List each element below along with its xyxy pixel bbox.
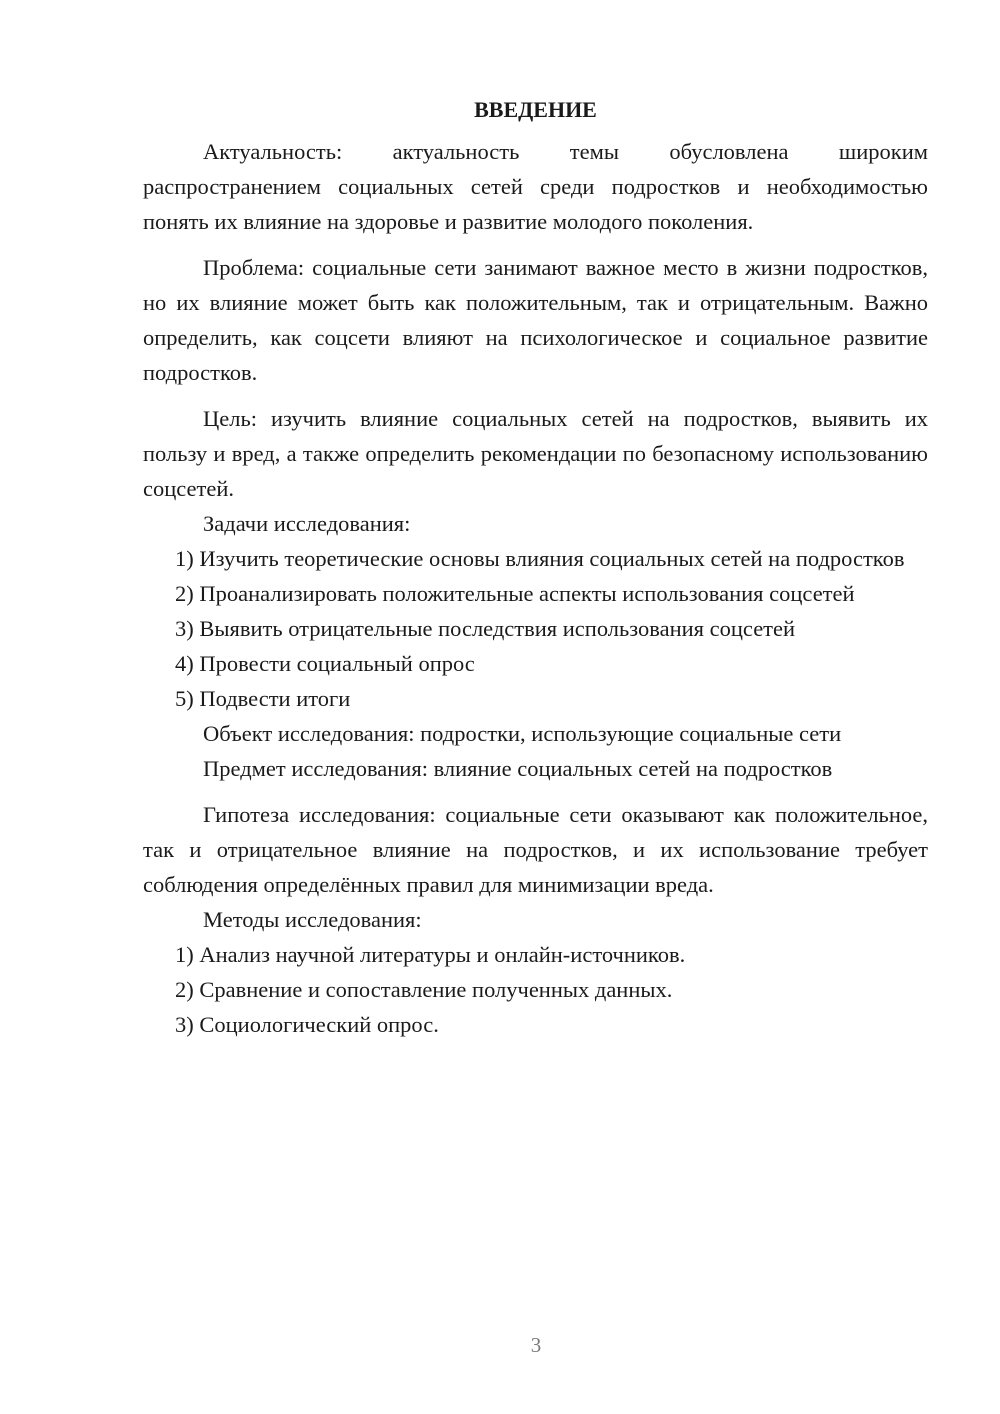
page-number: 3	[530, 1333, 542, 1357]
method-item: 2) Сравнение и сопоставление полученных данных.	[175, 977, 673, 1002]
task-item: 5) Подвести итоги	[175, 686, 351, 711]
relevance-paragraph: Актуальность: актуальность темы обусловлена широким распространением социальных сетей среди подростков и необходимостью понять их влияние на здоровье и развитие молодого поколения.	[143, 139, 928, 234]
research-object: Объект исследования: подростки, использующие социальные сети	[203, 721, 842, 746]
document-page	[143, 92, 928, 1042]
problem-paragraph: Проблема: социальные сети занимают важное место в жизни подростков, но их влияние может быть как положительным, так и отрицательным. Важно определить, как соцсети влияют на психологическое и социальное развитие подростков.	[143, 255, 928, 385]
tasks-heading: Задачи исследования:	[203, 511, 411, 536]
research-subject: Предмет исследования: влияние социальных сетей на подростков	[203, 756, 833, 781]
task-item: 4) Провести социальный опрос	[175, 651, 475, 676]
method-item: 1) Анализ научной литературы и онлайн-источников.	[175, 942, 686, 967]
hypothesis-paragraph: Гипотеза исследования: социальные сети оказывают как положительное, так и отрицательное влияние на подростков, и их использование требует соблюдения определённых правил для минимизации вреда.	[143, 802, 928, 897]
method-item: 3) Социологический опрос.	[175, 1012, 439, 1037]
task-item: 3) Выявить отрицательные последствия использования соцсетей	[175, 616, 796, 641]
methods-heading: Методы исследования:	[203, 907, 422, 932]
goal-paragraph: Цель: изучить влияние социальных сетей на подростков, выявить их пользу и вред, а также определить рекомендации по безопасному использованию соцсетей.	[143, 406, 928, 501]
task-item: 2) Проанализировать положительные аспекты использования соцсетей	[175, 581, 855, 606]
section-title: ВВЕДЕНИЕ	[474, 97, 597, 122]
task-item: 1) Изучить теоретические основы влияния социальных сетей на подростков	[175, 546, 905, 571]
